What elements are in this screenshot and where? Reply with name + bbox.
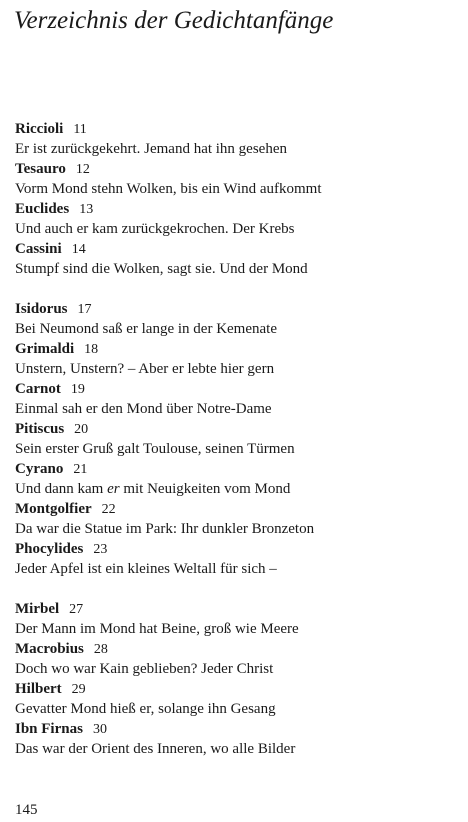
- first-line: Einmal sah er den Mond über Notre-Dame: [15, 401, 272, 417]
- index-entry: [15, 539, 455, 579]
- poem-title: Cyrano: [15, 461, 64, 477]
- page-ref: 20: [74, 422, 89, 437]
- page-ref: 11: [73, 122, 87, 137]
- first-line: Vorm Mond stehn Wolken, bis ein Wind aufkommt: [15, 181, 322, 197]
- index-group: [15, 299, 455, 579]
- index-entry: [15, 719, 455, 759]
- index-entry: [15, 599, 455, 639]
- poem-title: Pitiscus: [15, 421, 65, 437]
- index-entry: [15, 499, 455, 539]
- index-entry: [15, 199, 455, 239]
- index-entry: [15, 639, 455, 679]
- entry-heading: [15, 599, 455, 619]
- entry-heading: [15, 499, 455, 519]
- first-line: Er ist zurückgekehrt. Jemand hat ihn gesehen: [15, 141, 287, 157]
- page-ref: 19: [70, 382, 85, 397]
- poem-title: Macrobius: [15, 641, 84, 657]
- poem-title: Cassini: [15, 241, 62, 257]
- page-number: 145: [15, 802, 38, 818]
- entry-heading: [15, 159, 455, 179]
- page-ref: 28: [93, 642, 108, 657]
- entry-heading: [15, 119, 455, 139]
- entry-heading: [15, 419, 455, 439]
- page-ref: 12: [75, 162, 90, 177]
- poem-title: Phocylides: [15, 541, 84, 557]
- entry-heading: [15, 339, 455, 359]
- index-entry: [15, 239, 455, 279]
- entry-heading: [15, 459, 455, 479]
- first-line: [15, 479, 455, 499]
- poem-title: Euclides: [15, 201, 70, 217]
- page-ref: 21: [73, 462, 88, 477]
- page-ref: 17: [77, 302, 92, 317]
- entry-heading: [15, 539, 455, 559]
- page-ref: 29: [71, 682, 86, 697]
- index-entry: [15, 339, 455, 379]
- poem-title: Grimaldi: [15, 341, 75, 357]
- poem-title: Carnot: [15, 381, 61, 397]
- first-line: Bei Neumond saß er lange in der Kemenate: [15, 321, 277, 337]
- index-group: [15, 119, 455, 279]
- poem-title: Montgolfier: [15, 501, 92, 517]
- poem-title: Riccioli: [15, 121, 64, 137]
- first-line-emphasis: er: [107, 481, 120, 497]
- page-ref: 18: [84, 342, 99, 357]
- first-line: Das war der Orient des Inneren, wo alle Bilder: [15, 741, 296, 757]
- page-ref: 30: [92, 722, 107, 737]
- first-line: Und auch er kam zurückgekrochen. Der Krebs: [15, 221, 295, 237]
- entry-heading: [15, 299, 455, 319]
- page-ref: 14: [71, 242, 86, 257]
- poem-title: Hilbert: [15, 681, 62, 697]
- poem-title: Isidorus: [15, 301, 68, 317]
- first-line: Der Mann im Mond hat Beine, groß wie Meere: [15, 621, 299, 637]
- first-line: Jeder Apfel ist ein kleines Weltall für sich –: [15, 561, 277, 577]
- entry-heading: [15, 679, 455, 699]
- first-line: Stumpf sind die Wolken, sagt sie. Und der Mond: [15, 261, 308, 277]
- entry-heading: [15, 239, 455, 259]
- page-ref: 27: [69, 602, 84, 617]
- index-entry: [15, 299, 455, 339]
- first-line-part: mit Neuigkeiten vom Mond: [119, 481, 291, 497]
- index-entry: [15, 459, 455, 499]
- page-ref: 22: [101, 502, 116, 517]
- first-line: Gevatter Mond hieß er, solange ihn Gesang: [15, 701, 276, 717]
- poem-title: Ibn Firnas: [15, 721, 83, 737]
- entry-heading: [15, 719, 455, 739]
- page-ref: 23: [93, 542, 108, 557]
- poem-title: Tesauro: [15, 161, 66, 177]
- first-line: Unstern, Unstern? – Aber er lebte hier gern: [15, 361, 275, 377]
- poem-index: [15, 119, 455, 759]
- first-line-part: Und dann kam: [15, 481, 108, 497]
- index-entry: [15, 159, 455, 199]
- first-line: Da war die Statue im Park: Ihr dunkler Bronzeton: [15, 521, 315, 537]
- poem-title: Mirbel: [15, 601, 60, 617]
- first-line: Doch wo war Kain geblieben? Jeder Christ: [15, 661, 274, 677]
- entry-heading: [15, 639, 455, 659]
- first-line: Sein erster Gruß galt Toulouse, seinen Türmen: [15, 441, 295, 457]
- index-entry: [15, 379, 455, 419]
- entry-heading: [15, 199, 455, 219]
- page-ref: 13: [79, 202, 94, 217]
- entry-heading: [15, 379, 455, 399]
- index-group: [15, 599, 455, 759]
- index-entry: [15, 119, 455, 159]
- index-entry: [15, 419, 455, 459]
- index-entry: [15, 679, 455, 719]
- page-title: Verzeichnis der Gedichtanfänge: [14, 7, 334, 34]
